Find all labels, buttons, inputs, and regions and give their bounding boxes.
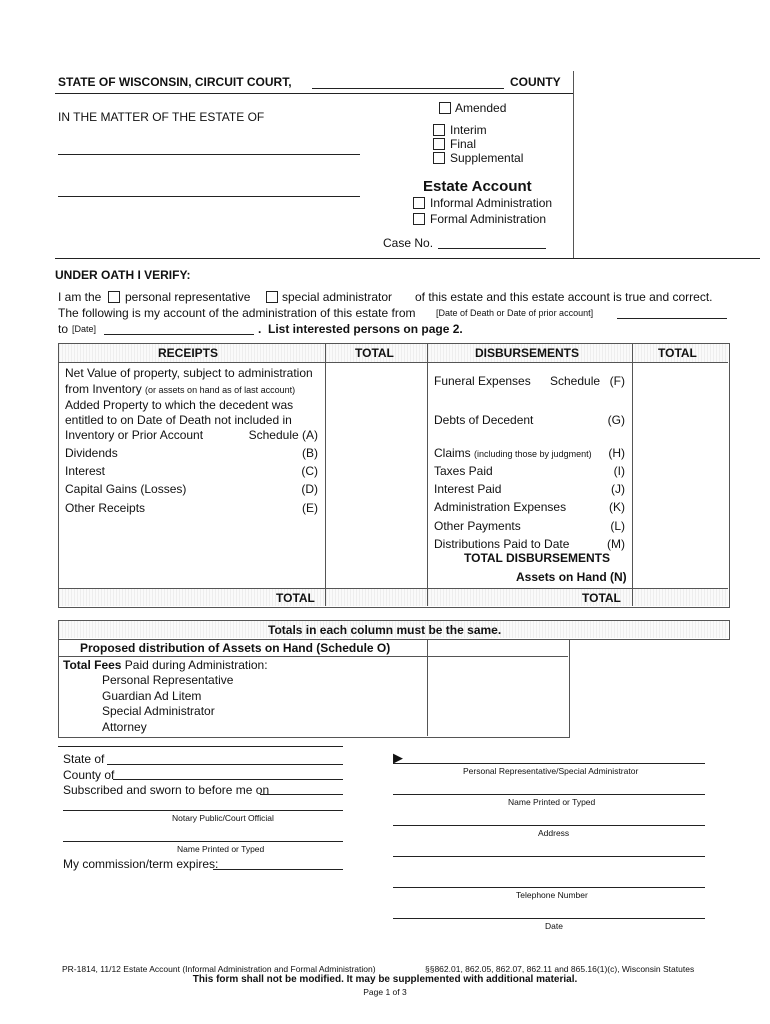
sworn-date-field[interactable]	[260, 794, 343, 795]
estate-name-field[interactable]	[58, 154, 360, 155]
proposed-distribution-label: Proposed distribution of Assets on Hand (Schedule O)	[80, 641, 391, 655]
receipt-row: Capital Gains (Losses)	[65, 482, 187, 496]
sign-arrow-icon: ▶	[393, 750, 403, 765]
pr-signature-caption: Personal Representative/Special Administrator	[463, 766, 639, 776]
schedule-code: (B)	[302, 446, 318, 460]
formal-checkbox[interactable]	[413, 213, 425, 225]
address-line-2[interactable]	[393, 856, 705, 857]
formal-label: Formal Administration	[430, 212, 547, 226]
county-label-notary: County of	[63, 768, 115, 782]
county-field[interactable]	[312, 88, 504, 89]
estate-name-field-2[interactable]	[58, 196, 360, 197]
list-persons-note: List interested persons on page 2.	[268, 322, 463, 336]
matter-label: IN THE MATTER OF THE ESTATE OF	[58, 110, 265, 124]
informal-checkbox[interactable]	[413, 197, 425, 209]
form-title: Estate Account	[423, 178, 532, 195]
expires-label: My commission/term expires:	[63, 857, 219, 871]
interim-label: Interim	[450, 123, 487, 137]
schedule-code: (I)	[613, 464, 625, 478]
disbursement-row: Funeral Expenses	[434, 374, 531, 388]
form-id: PR-1814, 11/12 Estate Account (Informal Administration and Formal Administration)	[62, 964, 376, 974]
schedule-code: (H)	[608, 446, 625, 460]
disbursement-row: Distributions Paid to Date	[434, 537, 570, 551]
estate-account-form: STATE OF WISCONSIN, CIRCUIT COURT, COUNTY IN THE MATTER OF THE ESTATE OF Amended Interim Final Supplemental Estate Account Informal Administration Formal Administration Case No. UNDER OATH I VERIFY: I am the personal representative special administrator of this estate and this estate account is true and correct. The following is my account of the administration of this estate from [Date of Death or Date of prior account] to [Date] . List interested persons on page 2. RECEIPTS TOTAL DISBURSEMENTS TOTAL Net Value of property, subject to administration from Inventory (or assets on hand as of last account) Added Property to which the decedent was entitled to on Date of Death not included in Inventory or Prior Account Schedule (A) Dividends (B) Interest (C) Capital Gains (Losses) (D) Other Receipts (E) Funeral Expenses Schedule (F) Debts of Decedent (G) Claims (including those by judgment) (H) Taxes Paid (I) Interest Paid (J) Administration Expenses (K) Other Payments (L) Distributions Paid to Date (M) TOTAL DISBURSEMENTS Assets on Hand (N) TOTAL TOTAL Totals in each column must be the same. Proposed distribution of Assets on Hand (Schedule O) Total Fees Paid during Administration: Personal Representative Guardian Ad Litem Special Administrator Attorney State of County of Subscribed and sworn to before me on Notary Public/Court Official Name Printed or Typed My commission/term expires: ▶ Personal Representative/Special Administrator Name Printed or Typed Address Telephone Number Date PR-1814, 11/12 Estate Account (Informal Administration and Formal Administration) §§862.01, 862.05, 862.07, 862.11 and 865.16(1)(c), Wisconsin Statutes This form shall not be modified. It may be supplemented with additional material. Page 1 of 3	[0, 0, 770, 1024]
amended-label: Amended	[455, 101, 507, 115]
disbursement-row: Debts of Decedent	[434, 413, 534, 427]
date-caption: Date	[545, 921, 563, 931]
fee-item: Attorney	[102, 720, 147, 734]
pr-name-line[interactable]	[393, 794, 705, 795]
i-am-label: I am the	[58, 290, 102, 304]
following-label: The following is my account of the administration of this estate from	[58, 306, 416, 320]
disbursements-total-header: TOTAL	[658, 346, 697, 360]
notary-official-caption: Notary Public/Court Official	[172, 813, 274, 823]
phone-caption: Telephone Number	[516, 890, 588, 900]
court-label: STATE OF WISCONSIN, CIRCUIT COURT,	[58, 75, 292, 89]
from-date-field[interactable]	[617, 318, 727, 319]
schedule-code: (G)	[607, 413, 625, 427]
schedule-code: (J)	[611, 482, 625, 496]
final-checkbox[interactable]	[433, 138, 445, 150]
notary-name-line[interactable]	[63, 841, 343, 842]
informal-label: Informal Administration	[430, 196, 553, 210]
address-caption: Address	[538, 828, 570, 838]
receipt-row: Net Value of property, subject to administration	[65, 366, 313, 380]
assets-on-hand-label: Assets on Hand (N)	[516, 570, 627, 584]
amended-checkbox[interactable]	[439, 102, 451, 114]
receipt-row: from Inventory (or assets on hand as of last account)	[65, 382, 296, 396]
schedule-code: Schedule (A)	[248, 428, 318, 442]
date-death-hint: [Date of Death or Date of prior account]	[436, 308, 594, 318]
receipt-row: Other Receipts	[65, 501, 146, 515]
fee-item: Guardian Ad Litem	[102, 689, 202, 703]
disbursement-row: Claims (including those by judgment)	[434, 446, 592, 460]
state-field[interactable]	[107, 764, 343, 765]
receipt-row: Interest	[65, 464, 106, 478]
case-no-label: Case No.	[383, 236, 434, 250]
case-no-field[interactable]	[438, 248, 546, 249]
receipt-row: entitled to on Date of Death not included in	[65, 413, 292, 427]
sa-label: special administrator	[282, 290, 393, 304]
modification-notice: This form shall not be modified. It may be supplemented with additional material.	[192, 974, 578, 985]
total-disbursements-label: TOTAL DISBURSEMENTS	[464, 551, 611, 565]
pr-checkbox[interactable]	[108, 291, 120, 303]
pr-signature-line[interactable]	[393, 763, 705, 764]
oath-heading: UNDER OATH I VERIFY:	[55, 268, 191, 282]
total-fees-label: Total Fees	[63, 658, 122, 672]
supplemental-checkbox[interactable]	[433, 152, 445, 164]
address-line[interactable]	[393, 825, 705, 826]
pr-name-caption: Name Printed or Typed	[508, 797, 596, 807]
receipts-total-label: TOTAL	[276, 591, 315, 605]
fee-item: Personal Representative	[102, 673, 234, 687]
oath-statement: of this estate and this estate account is true and correct.	[415, 290, 713, 304]
notary-name-caption: Name Printed or Typed	[177, 844, 265, 854]
disbursements-total-label: TOTAL	[582, 591, 621, 605]
county-notary-field[interactable]	[113, 779, 343, 780]
supplemental-label: Supplemental	[450, 151, 524, 165]
schedule-code: (L)	[610, 519, 625, 533]
disbursement-row: Administration Expenses	[434, 500, 567, 514]
disbursement-row: Taxes Paid	[434, 464, 493, 478]
schedule-code: (M)	[607, 537, 625, 551]
expires-field[interactable]	[213, 869, 343, 870]
disbursement-row: Interest Paid	[434, 482, 502, 496]
divider	[55, 258, 760, 259]
date-line[interactable]	[393, 918, 705, 919]
receipt-row: Added Property to which the decedent was	[65, 398, 294, 412]
receipts-total-header: TOTAL	[355, 346, 394, 360]
divider	[55, 93, 573, 94]
receipt-row: Inventory or Prior Account	[65, 428, 204, 442]
page-number: Page 1 of 3	[363, 987, 407, 997]
notary-signature-line[interactable]	[63, 810, 343, 811]
statutes: §§862.01, 862.05, 862.07, 862.11 and 865.16(1)(c), Wisconsin Statutes	[425, 964, 695, 974]
sworn-label: Subscribed and sworn to before me on	[63, 783, 270, 797]
schedule-code: (D)	[301, 482, 318, 496]
disbursement-row: Other Payments	[434, 519, 521, 533]
same-totals-note: Totals in each column must be the same.	[268, 623, 502, 637]
receipt-row: Dividends	[65, 446, 118, 460]
phone-line[interactable]	[393, 887, 705, 888]
to-label: to	[58, 322, 69, 336]
schedule-code: (E)	[302, 501, 318, 515]
to-date-field[interactable]	[104, 334, 254, 335]
county-label: COUNTY	[510, 75, 561, 89]
divider	[573, 71, 574, 258]
schedule-label: Schedule	[550, 374, 601, 388]
fee-item: Special Administrator	[102, 704, 215, 718]
final-label: Final	[450, 137, 477, 151]
fees-label: Paid during Administration:	[121, 658, 268, 672]
pr-label: personal representative	[125, 290, 251, 304]
date-hint: [Date]	[72, 324, 97, 334]
receipts-header: RECEIPTS	[158, 346, 219, 360]
schedule-code: (F)	[609, 374, 625, 388]
disbursements-header: DISBURSEMENTS	[475, 346, 580, 360]
schedule-code: (C)	[301, 464, 318, 478]
sa-checkbox[interactable]	[266, 291, 278, 303]
state-label: State of	[63, 752, 105, 766]
interim-checkbox[interactable]	[433, 124, 445, 136]
schedule-code: (K)	[609, 500, 625, 514]
